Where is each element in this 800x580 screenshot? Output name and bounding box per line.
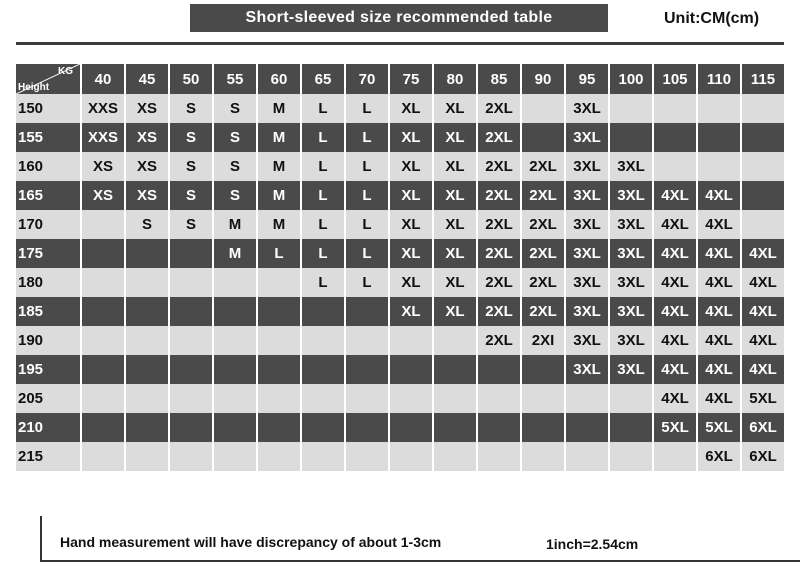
kg-header: 80 — [434, 64, 476, 94]
size-cell: 3XL — [610, 268, 652, 297]
note-bottom-border — [40, 560, 800, 562]
size-cell — [170, 239, 212, 268]
size-cell — [126, 239, 168, 268]
kg-header: 105 — [654, 64, 696, 94]
size-cell: S — [170, 181, 212, 210]
kg-header: 60 — [258, 64, 300, 94]
kg-header: 115 — [742, 64, 784, 94]
size-cell — [434, 326, 476, 355]
size-cell: XS — [82, 152, 124, 181]
size-cell: 4XL — [654, 210, 696, 239]
size-cell — [82, 442, 124, 471]
size-cell — [82, 326, 124, 355]
unit-label: Unit:CM(cm) — [664, 10, 760, 27]
size-cell: S — [126, 210, 168, 239]
size-cell: XL — [390, 94, 432, 123]
size-cell — [82, 384, 124, 413]
size-cell — [82, 239, 124, 268]
size-cell: 4XL — [698, 268, 740, 297]
size-cell: XL — [390, 297, 432, 326]
size-cell — [126, 442, 168, 471]
size-cell: S — [214, 123, 256, 152]
size-cell: 2XL — [478, 123, 520, 152]
table-row — [16, 442, 784, 471]
size-cell: 2XL — [478, 94, 520, 123]
size-cell: 2XL — [478, 239, 520, 268]
kg-header: 50 — [170, 64, 212, 94]
size-cell: XS — [82, 181, 124, 210]
size-cell — [610, 413, 652, 442]
size-cell: 2XL — [522, 239, 564, 268]
size-cell: XS — [126, 123, 168, 152]
size-cell: M — [258, 94, 300, 123]
table-row — [16, 123, 784, 152]
size-cell — [82, 413, 124, 442]
size-cell: 4XL — [698, 297, 740, 326]
size-cell: L — [346, 94, 388, 123]
size-cell — [126, 326, 168, 355]
size-cell: 2XL — [478, 181, 520, 210]
table-row — [16, 94, 784, 123]
size-table — [14, 64, 786, 471]
size-cell — [214, 326, 256, 355]
size-cell — [478, 413, 520, 442]
size-cell — [82, 355, 124, 384]
size-cell: L — [302, 181, 344, 210]
size-cell — [126, 413, 168, 442]
corner-cell — [16, 64, 80, 94]
kg-header: 95 — [566, 64, 608, 94]
height-cell: 205 — [16, 384, 80, 413]
size-cell — [126, 355, 168, 384]
size-cell — [566, 442, 608, 471]
size-cell: 2XL — [478, 297, 520, 326]
size-cell — [214, 355, 256, 384]
size-cell — [742, 94, 784, 123]
size-cell — [126, 268, 168, 297]
size-cell: L — [346, 268, 388, 297]
size-cell — [478, 355, 520, 384]
size-cell: 4XL — [654, 268, 696, 297]
size-cell: XL — [434, 239, 476, 268]
size-cell: XL — [390, 181, 432, 210]
size-cell — [346, 326, 388, 355]
size-cell — [434, 384, 476, 413]
size-cell — [170, 413, 212, 442]
height-cell: 175 — [16, 239, 80, 268]
size-cell: 3XL — [566, 326, 608, 355]
size-cell: XL — [434, 181, 476, 210]
kg-header: 65 — [302, 64, 344, 94]
height-cell: 180 — [16, 268, 80, 297]
size-cell: S — [214, 152, 256, 181]
table-row — [16, 413, 784, 442]
table-row — [16, 181, 784, 210]
size-cell — [82, 297, 124, 326]
size-cell: 2XL — [478, 210, 520, 239]
size-cell: XXS — [82, 123, 124, 152]
size-cell: S — [170, 123, 212, 152]
size-cell: S — [214, 181, 256, 210]
height-cell: 155 — [16, 123, 80, 152]
size-cell: 3XL — [566, 297, 608, 326]
size-cell: L — [302, 239, 344, 268]
note-box — [40, 516, 800, 562]
size-cell: 4XL — [698, 239, 740, 268]
size-cell — [434, 355, 476, 384]
size-cell — [522, 442, 564, 471]
size-cell: XL — [390, 239, 432, 268]
size-cell: 3XL — [610, 210, 652, 239]
size-cell — [346, 442, 388, 471]
size-cell: L — [346, 239, 388, 268]
size-cell: 3XL — [610, 152, 652, 181]
size-cell: M — [214, 210, 256, 239]
size-cell — [610, 442, 652, 471]
size-cell: M — [214, 239, 256, 268]
size-cell: 2XL — [478, 326, 520, 355]
corner-kg-label: KG — [58, 66, 73, 77]
size-cell: 6XL — [742, 413, 784, 442]
size-cell — [126, 297, 168, 326]
size-cell: XL — [434, 152, 476, 181]
size-cell: 2XL — [522, 268, 564, 297]
size-cell: S — [214, 94, 256, 123]
height-cell: 165 — [16, 181, 80, 210]
size-cell — [742, 181, 784, 210]
size-cell — [654, 123, 696, 152]
size-cell — [258, 355, 300, 384]
size-cell: 4XL — [654, 181, 696, 210]
size-cell — [346, 297, 388, 326]
size-cell: XL — [390, 152, 432, 181]
size-cell — [390, 355, 432, 384]
size-cell — [522, 355, 564, 384]
size-cell — [126, 384, 168, 413]
size-cell: L — [346, 152, 388, 181]
table-row — [16, 239, 784, 268]
size-cell: XL — [434, 297, 476, 326]
height-cell: 195 — [16, 355, 80, 384]
size-cell: 4XL — [698, 181, 740, 210]
size-cell: 3XL — [566, 268, 608, 297]
size-cell: L — [346, 181, 388, 210]
size-cell: 5XL — [654, 413, 696, 442]
title-divider — [16, 42, 784, 45]
size-cell: M — [258, 181, 300, 210]
size-cell: 3XL — [566, 355, 608, 384]
size-cell — [258, 413, 300, 442]
size-cell: 3XL — [566, 181, 608, 210]
size-cell — [654, 442, 696, 471]
table-title: Short-sleeved size recommended table — [190, 4, 608, 32]
size-cell — [346, 384, 388, 413]
size-cell — [742, 123, 784, 152]
size-cell: 6XL — [742, 442, 784, 471]
size-cell: L — [302, 268, 344, 297]
kg-header: 75 — [390, 64, 432, 94]
size-cell: 3XL — [566, 239, 608, 268]
size-cell: 2XL — [478, 268, 520, 297]
kg-header: 90 — [522, 64, 564, 94]
size-cell: 3XL — [566, 210, 608, 239]
size-cell: M — [258, 210, 300, 239]
size-cell — [698, 94, 740, 123]
height-cell: 185 — [16, 297, 80, 326]
size-cell: S — [170, 94, 212, 123]
size-cell — [170, 268, 212, 297]
size-cell: 2XL — [522, 210, 564, 239]
table-row — [16, 326, 784, 355]
size-cell: 4XL — [742, 326, 784, 355]
size-cell: 4XL — [654, 355, 696, 384]
size-cell — [302, 413, 344, 442]
size-cell: 4XL — [742, 268, 784, 297]
size-cell — [170, 355, 212, 384]
size-cell — [214, 384, 256, 413]
size-cell: 4XL — [654, 297, 696, 326]
size-cell — [214, 268, 256, 297]
size-cell: 2XI — [522, 326, 564, 355]
size-cell — [390, 413, 432, 442]
size-cell: L — [302, 94, 344, 123]
corner-height-label: Height — [18, 82, 50, 93]
size-cell — [302, 297, 344, 326]
size-cell: XS — [126, 181, 168, 210]
size-cell: XL — [434, 268, 476, 297]
size-cell — [302, 355, 344, 384]
size-cell: 3XL — [610, 297, 652, 326]
size-cell: 4XL — [698, 384, 740, 413]
height-cell: 190 — [16, 326, 80, 355]
table-row — [16, 297, 784, 326]
size-cell: 2XL — [522, 181, 564, 210]
measurement-note: Hand measurement will have discrepancy of about 1-3cm — [60, 534, 442, 550]
size-cell — [170, 297, 212, 326]
size-cell: 4XL — [698, 326, 740, 355]
size-cell — [566, 413, 608, 442]
size-cell — [258, 268, 300, 297]
height-cell: 150 — [16, 94, 80, 123]
size-cell: XS — [126, 94, 168, 123]
size-cell — [302, 384, 344, 413]
size-cell: 4XL — [654, 239, 696, 268]
kg-header: 45 — [126, 64, 168, 94]
size-cell: 3XL — [610, 355, 652, 384]
size-cell — [654, 94, 696, 123]
size-cell: 2XL — [522, 297, 564, 326]
table-row — [16, 384, 784, 413]
table-row — [16, 355, 784, 384]
size-cell: XL — [434, 210, 476, 239]
size-cell: XL — [434, 94, 476, 123]
size-cell: M — [258, 123, 300, 152]
size-cell — [258, 326, 300, 355]
size-cell: S — [170, 152, 212, 181]
size-cell: L — [346, 123, 388, 152]
size-cell — [258, 384, 300, 413]
size-cell: 4XL — [698, 210, 740, 239]
size-cell: 4XL — [742, 297, 784, 326]
size-cell — [610, 94, 652, 123]
size-cell: 5XL — [742, 384, 784, 413]
size-cell — [698, 123, 740, 152]
size-cell: 3XL — [566, 123, 608, 152]
size-cell: 3XL — [610, 239, 652, 268]
size-cell: XXS — [82, 94, 124, 123]
size-cell — [390, 442, 432, 471]
size-cell: S — [170, 210, 212, 239]
size-cell — [170, 384, 212, 413]
size-cell — [346, 355, 388, 384]
size-cell — [82, 210, 124, 239]
size-cell: L — [302, 152, 344, 181]
size-cell: 2XL — [522, 152, 564, 181]
kg-header: 100 — [610, 64, 652, 94]
size-cell: XS — [126, 152, 168, 181]
size-cell — [170, 442, 212, 471]
note-left-border — [40, 516, 42, 562]
size-cell: 4XL — [654, 384, 696, 413]
size-cell: XL — [390, 210, 432, 239]
height-cell: 215 — [16, 442, 80, 471]
size-cell: 4XL — [742, 239, 784, 268]
size-cell: 4XL — [654, 326, 696, 355]
size-cell: 5XL — [698, 413, 740, 442]
size-cell — [654, 152, 696, 181]
size-cell — [434, 442, 476, 471]
size-cell — [258, 442, 300, 471]
height-cell: 160 — [16, 152, 80, 181]
table-row — [16, 268, 784, 297]
size-cell — [258, 297, 300, 326]
table-row — [16, 210, 784, 239]
size-cell: L — [258, 239, 300, 268]
size-cell: 3XL — [566, 94, 608, 123]
size-cell — [522, 413, 564, 442]
size-cell: XL — [390, 268, 432, 297]
size-cell: L — [302, 210, 344, 239]
size-cell — [390, 384, 432, 413]
size-cell: XL — [434, 123, 476, 152]
size-cell — [82, 268, 124, 297]
size-cell — [478, 442, 520, 471]
size-cell: 4XL — [742, 355, 784, 384]
size-cell — [214, 413, 256, 442]
size-cell — [302, 442, 344, 471]
size-cell — [302, 326, 344, 355]
size-cell: M — [258, 152, 300, 181]
size-table-body — [16, 94, 784, 471]
size-cell: L — [346, 210, 388, 239]
table-row — [16, 152, 784, 181]
size-cell: L — [302, 123, 344, 152]
size-cell: 2XL — [478, 152, 520, 181]
size-cell — [698, 152, 740, 181]
size-cell: XL — [390, 123, 432, 152]
size-cell — [434, 413, 476, 442]
size-cell — [170, 326, 212, 355]
size-cell: 4XL — [698, 355, 740, 384]
size-cell: 3XL — [610, 326, 652, 355]
size-cell: 6XL — [698, 442, 740, 471]
inch-conversion: 1inch=2.54cm — [546, 536, 639, 552]
kg-header: 110 — [698, 64, 740, 94]
kg-header: 70 — [346, 64, 388, 94]
kg-header: 55 — [214, 64, 256, 94]
size-cell — [610, 384, 652, 413]
height-cell: 170 — [16, 210, 80, 239]
size-cell — [742, 152, 784, 181]
size-cell — [522, 123, 564, 152]
size-cell — [214, 442, 256, 471]
kg-header-row — [16, 64, 784, 94]
height-cell: 210 — [16, 413, 80, 442]
size-cell — [390, 326, 432, 355]
size-cell — [214, 297, 256, 326]
kg-header: 40 — [82, 64, 124, 94]
size-cell: 3XL — [610, 181, 652, 210]
size-cell — [522, 384, 564, 413]
size-cell: 3XL — [566, 152, 608, 181]
kg-header: 85 — [478, 64, 520, 94]
size-cell — [346, 413, 388, 442]
size-cell — [566, 384, 608, 413]
size-cell — [742, 210, 784, 239]
size-cell — [478, 384, 520, 413]
size-cell — [522, 94, 564, 123]
size-cell — [610, 123, 652, 152]
